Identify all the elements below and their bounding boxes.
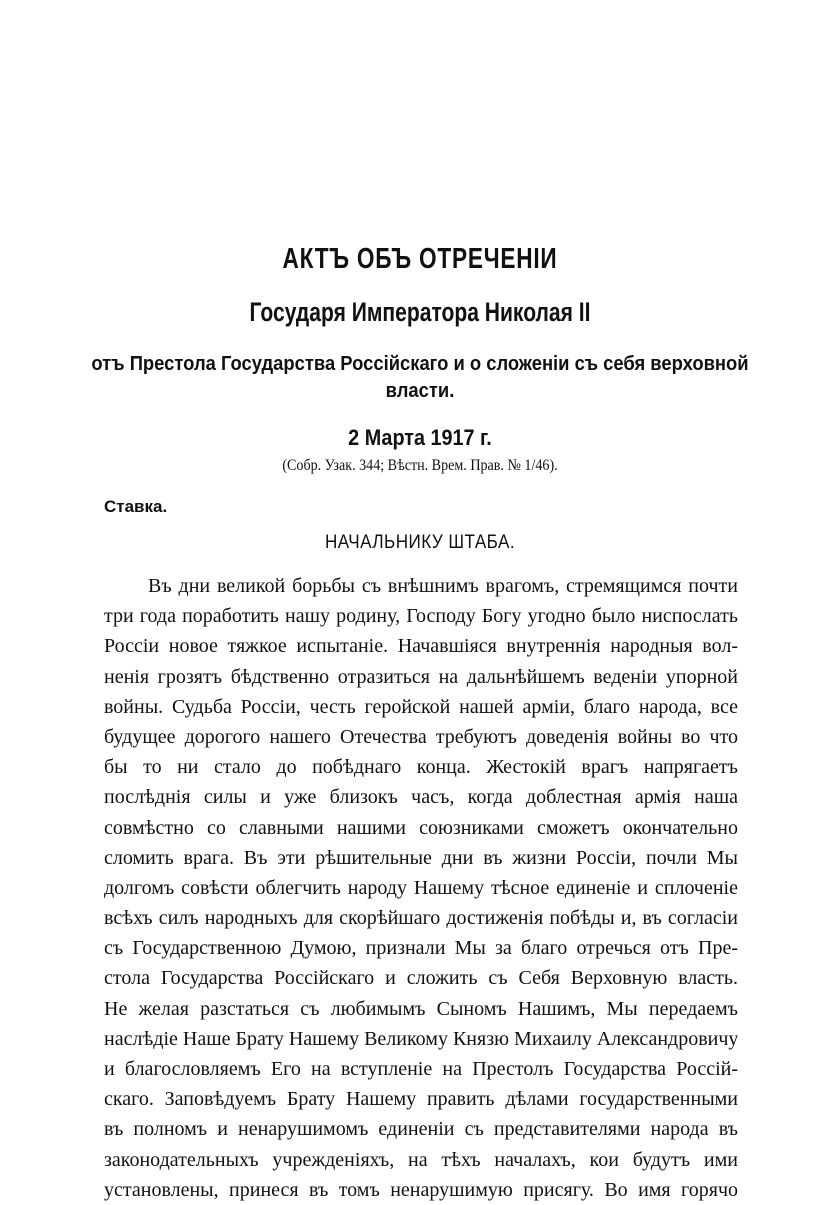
body-line: стола Государства Россiйскаго и сложить съ Себя Верховную власть.: [104, 967, 738, 990]
body-line: долгомъ совѣсти облегчить народу Нашему тѣсное единенiе и сплоченiе: [104, 876, 738, 899]
body-line: совмѣстно со славными нашими союзниками сможетъ окончательно: [104, 816, 738, 839]
body-line: законодательныхъ учрежденiяхъ, на тѣхъ началахъ, кои будутъ ими: [104, 1148, 738, 1171]
body-line: скаго. Заповѣдуемъ Брату Нашему править дѣлами государственными: [104, 1088, 738, 1111]
body-line: Въ дни великой борьбы съ внѣшнимъ врагомъ, стремящимся почти: [148, 575, 738, 597]
body-line: бы то ни стало до побѣднаго конца. Жестокiй врагъ напрягаетъ: [104, 756, 738, 779]
body-line: Россiи новое тяжкое испытанiе. Начавшiяся внутреннiя народныя вол-: [104, 635, 738, 658]
body-line: наслѣдiе Наше Брату Нашему Великому Князю Михаилу Александровичу: [104, 1027, 738, 1050]
document-title: АКТЪ ОБЪ ОТРЕЧЕНIИ: [282, 243, 558, 275]
body-text: [104, 571, 738, 1205]
body-line: сломить врага. Въ эти рѣшительные дни въ жизни Россiи, почли Мы: [104, 846, 738, 869]
body-line: въ полномъ и ненарушимомъ единенiи съ представителями народа въ: [104, 1118, 738, 1141]
body-line: войны. Судьба Россiи, честь геройской нашей армiи, благо народа, все: [104, 695, 738, 718]
document-description: отъ Престола Государства Россiйскаго и о сложенiи съ себя верховной власти.: [91, 353, 749, 402]
body-line: и благословляемъ Его на вступленiе на Престолъ Государства Россiй-: [104, 1058, 738, 1080]
body-line: три года поработить нашу родину, Господу Богу угодно было ниспослать: [104, 605, 738, 628]
source-citation: (Собр. Узак. 344; Вѣстн. Врем. Прав. № 1/46).: [282, 457, 558, 474]
body-line: съ Государственною Думою, признали Мы за благо отречься отъ Пре-: [104, 937, 738, 960]
body-line: будущее дорогого нашего Отечества требуютъ доведенiя войны во что: [104, 725, 738, 748]
document-date: 2 Марта 1917 г.: [348, 425, 492, 450]
body-line: послѣднiя силы и уже близокъ часъ, когда доблестная армiя наша: [104, 786, 738, 809]
body-line: ненiя грозятъ бѣдственно отразиться на дальнѣйшемъ веденiи упорной: [104, 665, 738, 688]
place-heading: Ставка.: [104, 497, 168, 516]
body-line: всѣхъ силъ народныхъ для скорѣйшаго достиженiя побѣды и, въ согласiи: [104, 907, 738, 930]
body-line: Не желая разстаться съ любимымъ Сыномъ Нашимъ, Мы передаемъ: [104, 997, 738, 1020]
document-subtitle: Государя Императора Николая II: [249, 297, 591, 327]
addressee-heading: НАЧАЛЬНИКУ ШТАБА.: [324, 532, 516, 553]
body-line: установлены, принеся въ томъ ненарушимую присягу. Во имя горячо: [104, 1178, 738, 1201]
